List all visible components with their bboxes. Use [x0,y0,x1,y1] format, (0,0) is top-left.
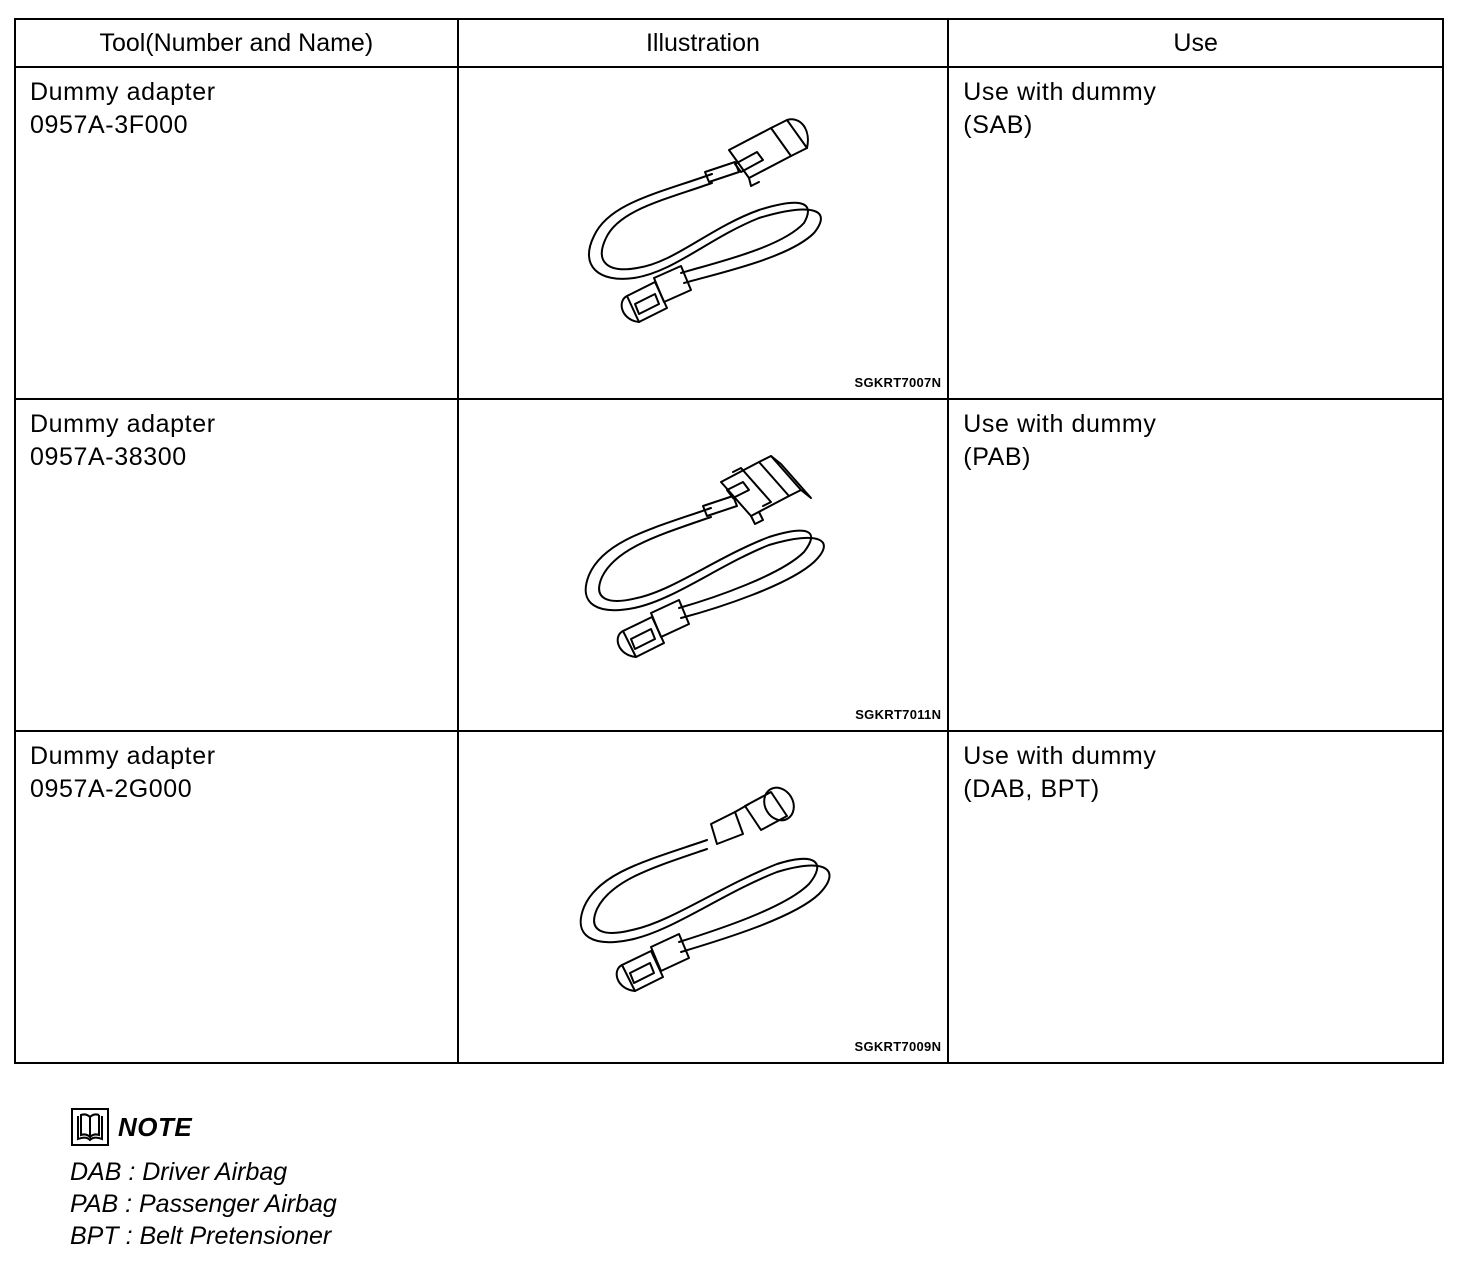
tool-number: 0957A-2G000 [30,775,193,803]
dummy-adapter-sab-illustration [459,68,947,396]
tool-number: 0957A-3F000 [30,111,189,139]
use-cell [948,399,1443,731]
dummy-adapter-pab-illustration [459,400,947,728]
note-header [70,1106,337,1148]
list-item: DAB : Driver Airbag [70,1158,288,1186]
use-target: (DAB, BPT) [963,775,1100,803]
note-block [70,1106,337,1252]
note-title: NOTE [118,1111,193,1142]
figure-code: SGKRT7011N [855,707,942,722]
table-row [15,399,1443,731]
tool-cell [15,67,458,399]
tool-number: 0957A-38300 [30,443,187,471]
figure-code: SGKRT7007N [854,375,942,390]
table-header-row [15,19,1443,67]
header-use: Use [948,19,1443,67]
list-item: BPT : Belt Pretensioner [70,1222,332,1250]
use-line: Use with dummy [963,742,1157,770]
illustration-cell [458,399,949,731]
dummy-adapter-dab-bpt-illustration [459,732,947,1060]
tool-cell [15,731,458,1063]
table-row [15,731,1443,1063]
use-line: Use with dummy [963,78,1157,106]
use-cell [948,67,1443,399]
header-illustration: Illustration [458,19,949,67]
use-line: Use with dummy [963,410,1157,438]
book-icon [70,1107,110,1147]
tool-name: Dummy adapter [30,410,216,438]
use-target: (SAB) [963,111,1033,139]
abbreviation-list [70,1156,337,1252]
figure-code: SGKRT7009N [854,1039,942,1054]
tool-name: Dummy adapter [30,742,216,770]
table-row [15,67,1443,399]
illustration-cell [458,731,949,1063]
header-tool: Tool(Number and Name) [15,19,458,67]
list-item: PAB : Passenger Airbag [70,1190,337,1218]
special-tools-table [14,18,1444,1064]
tool-cell [15,399,458,731]
use-cell [948,731,1443,1063]
illustration-cell [458,67,949,399]
use-target: (PAB) [963,443,1032,471]
tool-name: Dummy adapter [30,78,216,106]
